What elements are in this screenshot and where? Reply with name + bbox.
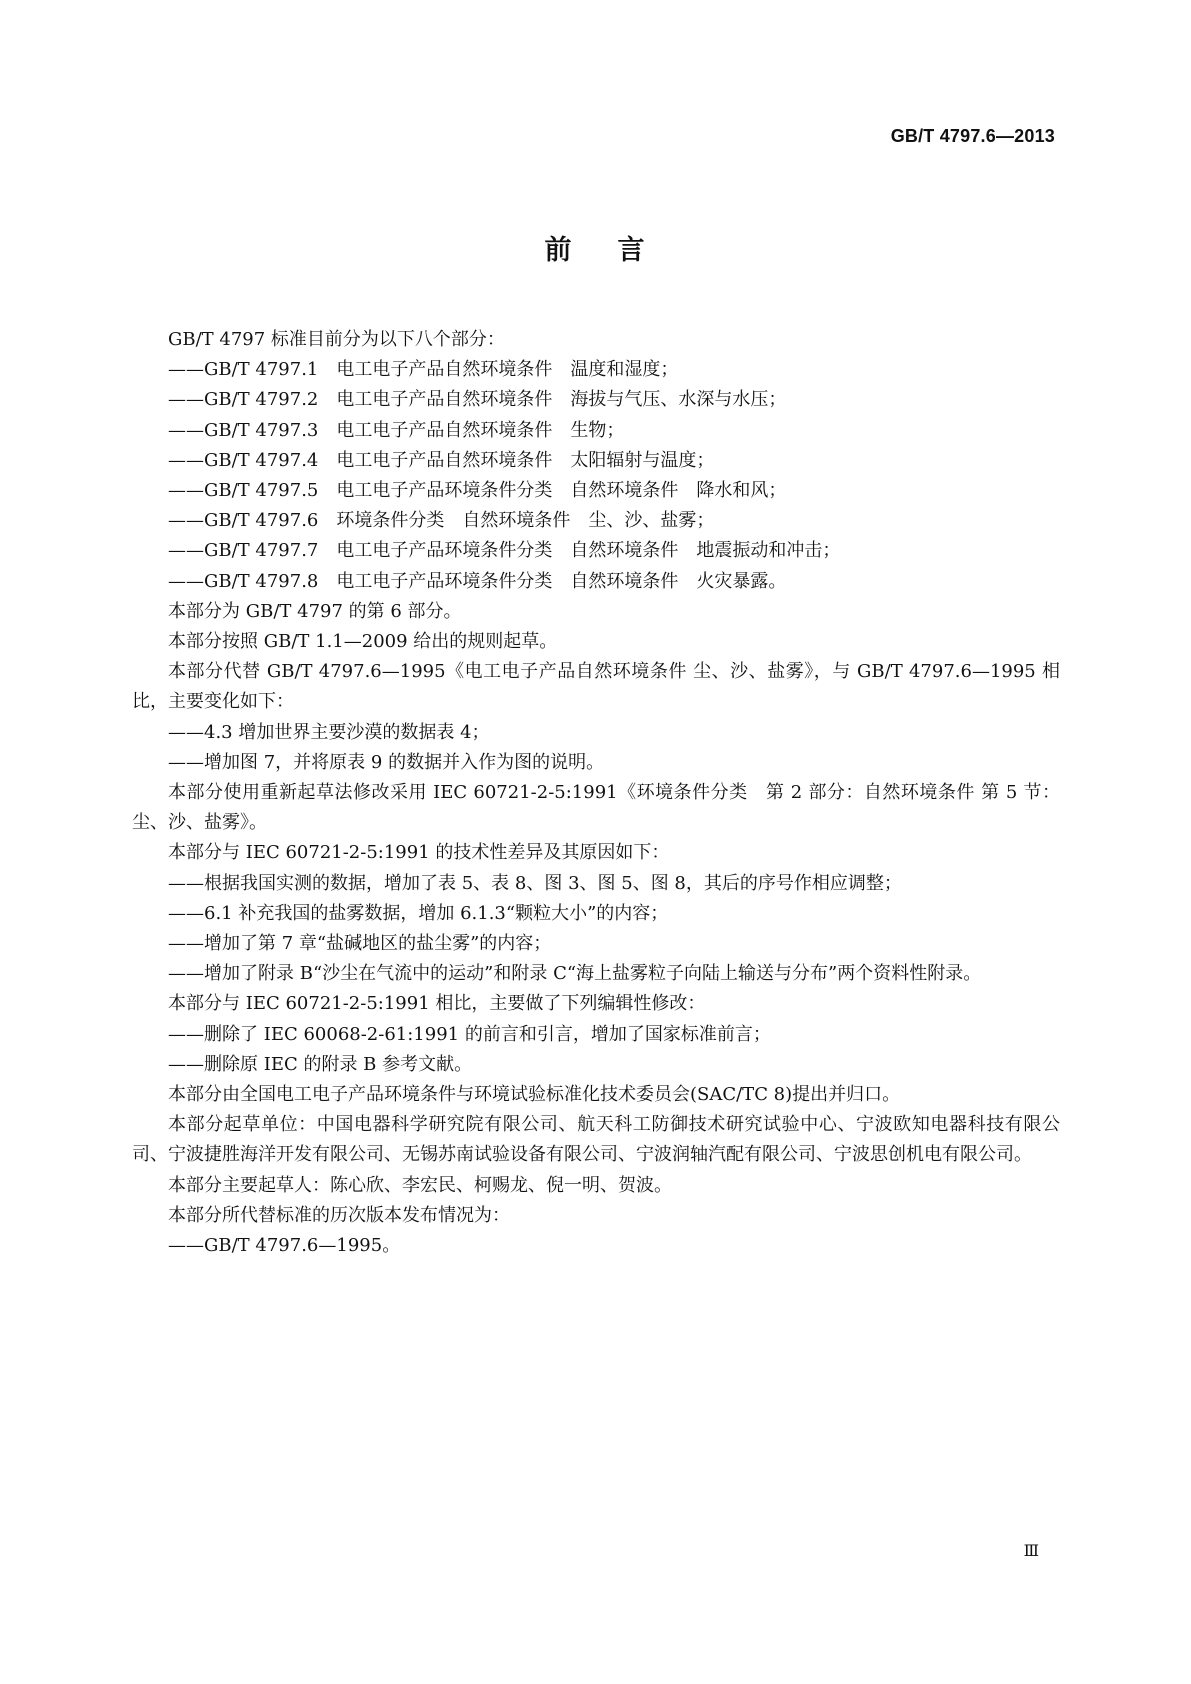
change-item-2: ——增加图 7，并将原表 9 的数据并入作为图的说明。 [168,751,605,773]
part-item-1 [132,355,1060,385]
part-title-c: 降水和风； [696,480,787,502]
part-code: ——GB/T 4797.1 [168,359,319,381]
part-title-c: 火灾暴露。 [696,570,787,592]
part-title-a: 电工电子产品自然环境条件 [336,389,553,411]
part-title-b: 自然环境条件 [462,510,571,532]
part-title-a: 电工电子产品环境条件分类 [336,540,553,562]
paragraph-technical-diff: 本部分与 IEC 60721-2-5:1991 的技术性差异及其原因如下： [168,842,670,864]
paragraph-replaces: 本部分代替 GB/T 4797.6—1995《电工电子产品自然环境条件 尘、沙、盐雾》，与 GB/T 4797.6—1995 相比，主要变化如下： [132,661,1060,713]
part-code: ——GB/T 4797.5 [168,480,319,502]
part-title-c: 尘、沙、盐雾； [588,510,715,532]
part-item-4 [132,446,1060,476]
part-title-a: 电工电子产品自然环境条件 [336,449,553,471]
paragraph-editorial: 本部分与 IEC 60721-2-5:1991 相比，主要做了下列编辑性修改： [168,993,706,1015]
part-item-3 [132,416,1060,446]
part-title-c: 地震振动和冲击； [696,540,841,562]
part-code: ——GB/T 4797.4 [168,449,319,471]
part-code: ——GB/T 4797.8 [168,570,319,592]
part-code: ——GB/T 4797.7 [168,540,319,562]
part-code: ——GB/T 4797.2 [168,389,319,411]
history-item-1: ——GB/T 4797.6—1995。 [168,1235,401,1257]
paragraph-drafters: 本部分主要起草人：陈心欣、李宏民、柯赐龙、倪一明、贺波。 [168,1174,672,1196]
paragraph-adoption [132,778,1060,838]
standard-code: GB/T 4797.6—2013 [890,126,1055,146]
part-item-5 [132,476,1060,506]
part-title-b: 自然环境条件 [570,540,679,562]
part-title-b: 生物； [570,419,625,441]
editorial-item-2: ——删除原 IEC 的附录 B 参考文献。 [168,1053,473,1075]
paragraph-draft-rules: 本部分按照 GB/T 1.1—2009 给出的规则起草。 [168,631,558,653]
parts-intro: GB/T 4797 标准目前分为以下八个部分： [168,329,505,350]
tech-diff-item-2: ——6.1 补充我国的盐雾数据，增加 6.1.3“颗粒大小”的内容； [168,902,669,924]
part-code: ——GB/T 4797.3 [168,419,319,441]
part-title-b: 自然环境条件 [570,480,679,502]
tech-diff-item-1: ——根据我国实测的数据，增加了表 5、表 8、图 3、图 5、图 8，其后的序号作相应调整； [168,872,902,894]
part-item-7 [132,536,1060,566]
part-item-6 [132,506,1060,536]
part-title-b: 海拔与气压、水深与水压； [570,389,787,411]
adoption-text-a: 本部分使用重新起草法修改采用 IEC 60721-2-5:1991《环境条件分类 [168,782,748,804]
part-item-2 [132,385,1060,415]
change-item-1: ——4.3 增加世界主要沙漠的数据表 4； [168,721,490,743]
title-char-2: 言 [617,235,647,266]
part-title-b: 太阳辐射与温度； [570,449,715,471]
page-number: Ⅲ [1023,1541,1039,1560]
part-title-a: 电工电子产品环境条件分类 [336,570,553,592]
preface-body [132,325,1060,1261]
part-title-a: 电工电子产品自然环境条件 [336,359,553,381]
paragraph-proposed-by: 本部分由全国电工电子产品环境条件与环境试验标准化技术委员会(SAC/TC 8)提出并归口。 [168,1084,901,1106]
page-title [0,228,1191,267]
part-code: ——GB/T 4797.6 [168,510,319,532]
part-title-b: 温度和湿度； [570,359,679,381]
part-title-a: 电工电子产品自然环境条件 [336,419,553,441]
paragraph-drafting-units: 本部分起草单位：中国电器科学研究院有限公司、航天科工防御技术研究试验中心、宁波欧知电器科技有限公司、宁波捷胜海洋开发有限公司、无锡苏南试验设备有限公司、宁波润轴汽配有限公司、宁波思创机电有限公司。 [132,1114,1060,1166]
paragraph-history: 本部分所代替标准的历次版本发布情况为： [168,1204,510,1226]
title-char-1: 前 [544,235,574,266]
part-item-8 [132,567,1060,597]
editorial-item-1: ——删除了 IEC 60068-2-61:1991 的前言和引言，增加了国家标准前言； [168,1023,771,1045]
paragraph-part: 本部分为 GB/T 4797 的第 6 部分。 [168,600,462,622]
tech-diff-item-4: ——增加了附录 B“沙尘在气流中的运动”和附录 C“海上盐雾粒子向陆上输送与分布”两个资料性附录。 [168,963,982,985]
part-title-b: 自然环境条件 [570,570,679,592]
adoption-text-b: 第 2 部分：自然环境条件 第 5 节：尘、沙、盐雾》。 [132,782,1060,834]
tech-diff-item-3: ——增加了第 7 章“盐碱地区的盐尘雾”的内容； [168,933,552,955]
part-title-a: 环境条件分类 [336,510,445,532]
part-title-a: 电工电子产品环境条件分类 [336,480,553,502]
